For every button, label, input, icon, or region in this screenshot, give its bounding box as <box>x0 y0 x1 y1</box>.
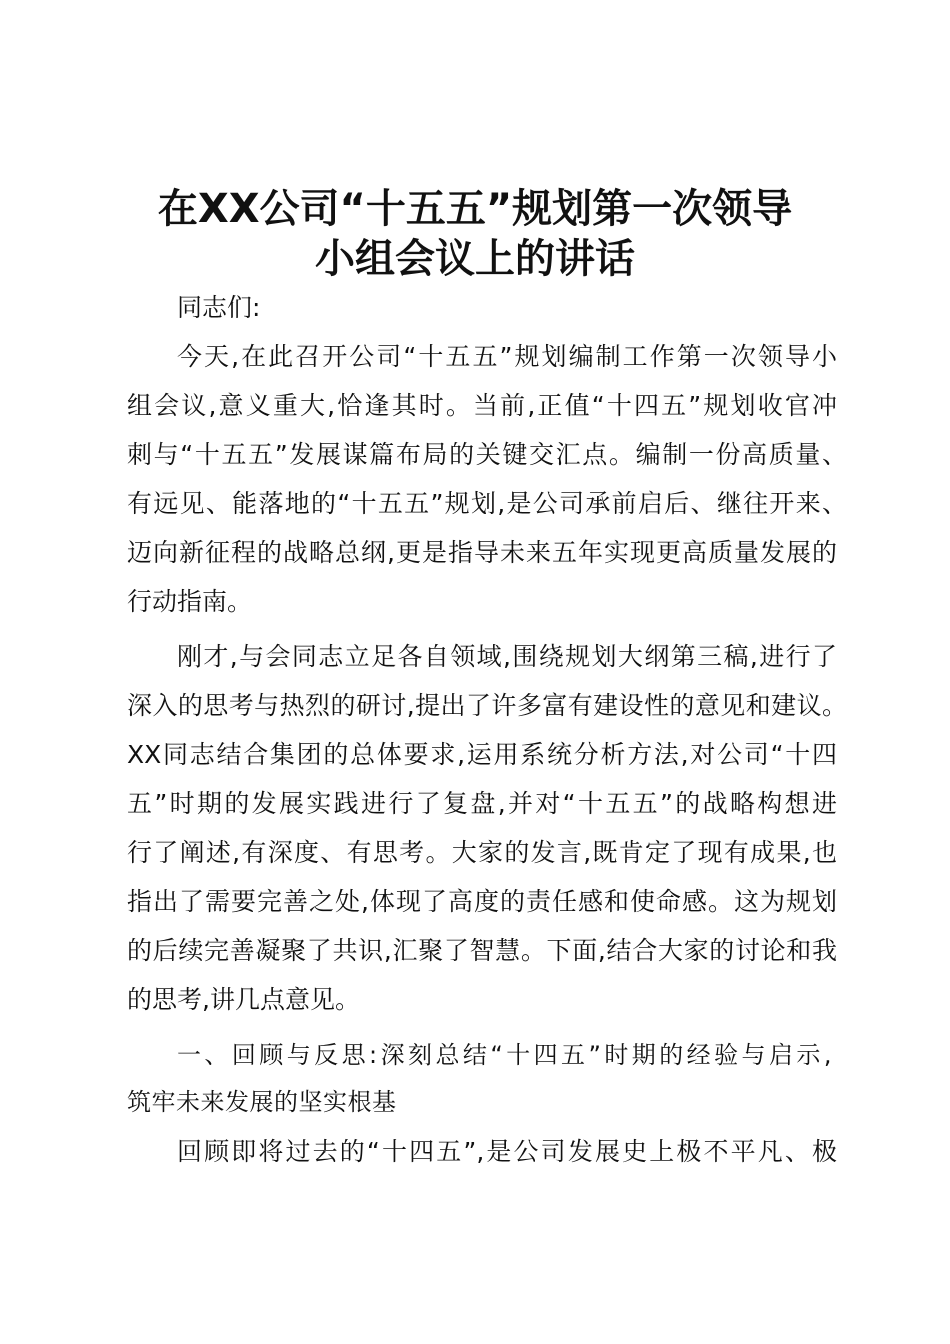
paragraph-line <box>0 528 950 577</box>
paragraph-text: 深入的思考与热烈的研讨,提出了许多富有建设性的意见和建议。 <box>127 691 847 720</box>
paragraph-line <box>0 332 950 381</box>
paragraph-line <box>0 577 950 626</box>
paragraph-text: 刺与“十五五”发展谋篇布局的关键交汇点。编制一份高质量、 <box>127 440 847 469</box>
paragraph-text: 有远见、能落地的“十五五”规划,是公司承前启后、继往开来、 <box>127 489 847 518</box>
paragraph-text: 组会议,意义重大,恰逢其时。当前,正值“十四五”规划收官冲 <box>127 391 837 420</box>
paragraph-text: 的后续完善凝聚了共识,汇聚了智慧。下面,结合大家的讨论和我 <box>127 936 837 965</box>
paragraph-text: 今天,在此召开公司“十五五”规划编制工作第一次领导小 <box>177 342 837 371</box>
paragraph-line <box>0 681 950 730</box>
paragraph-line <box>0 381 950 430</box>
salutation: 同志们: <box>177 293 261 322</box>
paragraph-text: XX同志结合集团的总体要求,运用系统分析方法,对公司“十四 <box>127 740 837 769</box>
paragraph-line <box>0 632 950 681</box>
paragraph-line <box>0 430 950 479</box>
document-title-line-1: 在XX公司“十五五”规划第一次领导 <box>157 186 793 232</box>
paragraph-line <box>0 828 950 877</box>
paragraph-text: 行了阐述,有深度、有思考。大家的发言,既肯定了现有成果,也 <box>127 838 837 867</box>
paragraph-text: 迈向新征程的战略总纲,更是指导未来五年实现更高质量发展的 <box>127 538 837 567</box>
paragraph-line <box>0 975 950 1024</box>
paragraph-text: 五”时期的发展实践进行了复盘,并对“十五五”的战略构想进 <box>127 789 837 818</box>
paragraph-line <box>0 926 950 975</box>
heading-line <box>0 1031 950 1080</box>
paragraph-line <box>0 877 950 926</box>
paragraph-line <box>0 730 950 779</box>
paragraph-text: 指出了需要完善之处,体现了高度的责任感和使命感。这为规划 <box>127 887 837 916</box>
paragraph-text: 行动指南。 <box>127 587 253 616</box>
salutation-line <box>0 283 950 332</box>
paragraph-text: 刚才,与会同志立足各自领域,围绕规划大纲第三稿,进行了 <box>177 642 837 671</box>
document-title-line-2: 小组会议上的讲话 <box>315 236 635 282</box>
paragraph-line <box>0 779 950 828</box>
paragraph-text: 回顾即将过去的“十四五”,是公司发展史上极不平凡、极 <box>177 1137 837 1166</box>
heading-text: 筑牢未来发展的坚实根基 <box>127 1088 397 1116</box>
paragraph-text: 的思考,讲几点意见。 <box>127 985 360 1014</box>
heading-text: 一、回顾与反思:深刻总结“十四五”时期的经验与启示, <box>177 1041 832 1069</box>
paragraph-line <box>0 479 950 528</box>
paragraph-line <box>0 1127 950 1176</box>
heading-line <box>0 1078 950 1127</box>
